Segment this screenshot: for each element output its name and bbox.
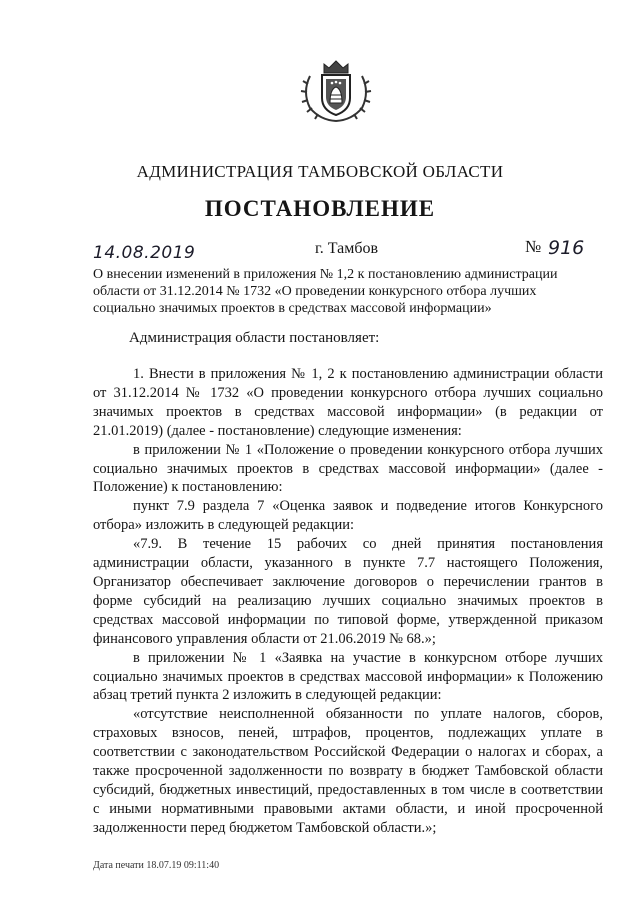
tambov-coat-of-arms-icon xyxy=(296,58,376,124)
body-paragraph: в приложении № 1 «Заявка на участие в конкурсном отборе лучших социально значимых проектов в средствах массовой информации» к Положению абзац третий пункта 2 изложить в следующей редакции: xyxy=(93,649,603,704)
document-subject: О внесении изменений в приложения № 1,2 к постановлению администрации области от 31.12.2014 № 1732 «О проведении конкурсного отбора лучших социально значимых проектов в средствах массовой информации» xyxy=(93,267,558,316)
number-label: № xyxy=(525,237,542,256)
city-name: г. Тамбов xyxy=(315,240,379,257)
resolution-intro: Администрация области постановляет: xyxy=(129,330,380,346)
handwritten-date: 14.08.2019 xyxy=(93,243,196,263)
body-paragraph: «7.9. В течение 15 рабочих со дней принятия постановления администрации области, указанного в пункте 7.7 настоящего Положения, Организатор обеспечивает заключение договоров о перечислении грантов в форме субсидий на реализацию лучших социально значимых проектов в средствах массовой информации по типовой форме, утвержденной приказом финансового управления области от 21.06.2019 № 68.»; xyxy=(93,536,603,647)
body-paragraph: пункт 7.9 раздела 7 «Оценка заявок и подведение итогов Конкурсного отбора» изложить в следующей редакции: xyxy=(93,498,603,534)
print-date-footer: Дата печати 18.07.19 09:11:40 xyxy=(93,860,220,871)
body-paragraph: в приложении № 1 «Положение о проведении конкурсного отбора лучших социально значимых проектов в средствах массовой информации» (далее - Положение) к постановлению: xyxy=(93,441,603,496)
document-body xyxy=(93,365,603,838)
body-paragraph: 1. Внести в приложения № 1, 2 к постановлению администрации области от 31.12.2014 № 1732 «О проведении конкурсного отбора лучших социально значимых проектов в средствах массовой информации» (в редакции от 21.01.2019) (далее - постановление) следующие изменения: xyxy=(93,366,603,439)
agency-name: АДМИНИСТРАЦИЯ ТАМБОВСКОЙ ОБЛАСТИ xyxy=(136,162,504,181)
document-type-title: ПОСТАНОВЛЕНИЕ xyxy=(204,196,436,221)
handwritten-number: 916 xyxy=(548,237,585,259)
body-paragraph: «отсутствие неисполненной обязанности по уплате налогов, сборов, страховых взносов, пеней, штрафов, процентов, подлежащих уплате в соответствии с законодательством Российской Федерации о налогах и сборах, а также просроченной задолженности по возврату в бюджет Тамбовской области субсидий, бюджетных инвестиций, предоставленных в том числе в соответствии с иными нормативными правовыми актами области, и иной просроченной задолженности перед бюджетом Тамбовской области.»; xyxy=(93,706,603,836)
